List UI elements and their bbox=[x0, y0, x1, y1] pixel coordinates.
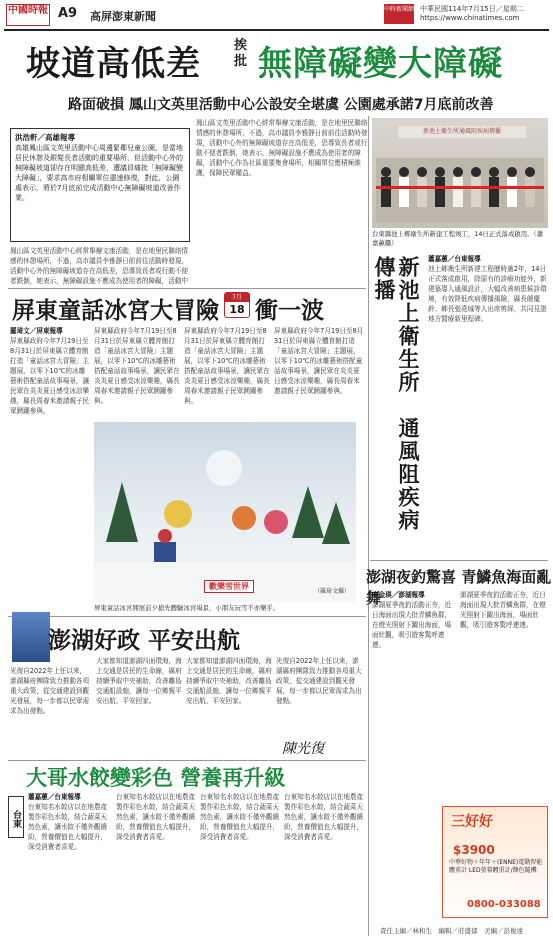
squid-text: 澎湖夏季夜釣活動正夯，近日海面出現大批青鱗魚群，在燈光照射下躍出海面，場面壯觀，吸引遊客驚呼連連。 bbox=[372, 601, 452, 649]
penghu-column-4: 光復自2022年上任以來，澎湖縣府團隊致力推動各項重大政策，從交通建設到觀光發展，每一步都以民眾需求為出發點。 bbox=[276, 657, 362, 705]
ice-text: 屏東縣政府今年7月19日至8月31日於屏東縣立體育館打造「童話冰宮大冒險」主題展，以零下10℃的冰雕藝術搭配童話故事場景，讓民眾在炎炎夏日感受冰涼樂趣，縣長周春米邀請親子民眾踴躍參與。 bbox=[10, 337, 90, 415]
calendar-icon bbox=[224, 292, 250, 318]
dumpling-column-4: 台東知名水餃店以在地農產製作彩色水餃，結合蔬菜天然色素，讓水餃不僅外觀繽紛，營養價值也大幅提升，深受消費者喜愛。 bbox=[284, 793, 364, 841]
squid-title: 澎湖夜釣驚喜 青鱗魚海面亂舞 bbox=[366, 568, 552, 607]
divider bbox=[8, 616, 366, 617]
right-byline: 蕭嘉蕙／台東報導 bbox=[428, 255, 481, 263]
calendar-month: 7月 bbox=[225, 293, 249, 302]
subheadline: 路面破損 鳳山文英里活動中心公設安全堪虞 公園處承諾7月底前改善 bbox=[68, 97, 494, 113]
ice-photo-caption: 屏東童話冰宮開展前夕搶先體驗冰宮場景，小朋友玩雪不亦樂乎。 bbox=[94, 604, 280, 612]
page-number: A9 bbox=[58, 6, 78, 21]
people-illustration bbox=[376, 158, 544, 222]
lead-text: 高雄鳳山區文英里活動中心周邊緊鄰兒童公園，是當地居民休憩及銀髮長者活動的重要場所，但活動中心外的無障礙坡道卻存在明顯高低差，遭議員痛批「無障礙變大障礙」，要求高市府相關單位盡速修復，對此，公園處表示，將於7月底前完成活動中心無障礙坡道改善作業。 bbox=[15, 144, 183, 202]
ad-price: $3900 bbox=[453, 843, 495, 857]
footer-credits: 責任主編／林和生 編輯／莊盛郁 美編／彭俊達 bbox=[380, 927, 523, 935]
ad-phone[interactable]: 0800-033088 bbox=[467, 899, 541, 910]
section-name: 高屏澎東新聞 bbox=[90, 10, 156, 23]
divider bbox=[8, 288, 366, 289]
ice-scene-illustration bbox=[94, 422, 356, 602]
right-body: 池上鄉衛生所新建工程歷時逾2年，14日正式落成啟用，除原有的診療功能外，新建築導入通風設計，大幅改善病患候診環境，有效降低疾病傳播風險，縣長饒慶鈴、鄉長張堯城等人出席剪綵，共同見證地方醫療新里程碑。 bbox=[428, 265, 547, 323]
ice-section-title-left: 屏東童話冰宮大冒險 bbox=[12, 297, 219, 324]
lead-body: 鳳山區文英里活動中心經常舉辦文康活動，是在地里民聯絡情感的休憩場所，不過，高市議員李雅靜日前前往活動時發現，活動中心外的無障礙坡道存在高低差，恐導致長者或行動不便者跌倒，她表示，無障礙設施不應成為使用者的障礙，活動中 bbox=[10, 247, 189, 285]
caption-text: 台東縣池上鄉衛生所新建工程竣工，14日正式落成啟用。 bbox=[372, 230, 534, 238]
penghu-column-1: 光復自2022年上任以來，澎湖縣府團隊致力推動各項重大政策，從交通建設到觀光發展，每一步都以民眾需求為出發點。 bbox=[10, 667, 90, 715]
ice-column-3: 屏東縣政府今年7月19日至8月31日於屏東縣立體育館打造「童話冰宮大冒險」主題展，以零下10℃的冰雕藝術搭配童話故事場景，讓民眾在炎炎夏日感受冰涼樂趣，縣長周春米邀請親子民眾踴躍參與。 bbox=[184, 327, 270, 405]
site-url[interactable]: https://www.chinatimes.com bbox=[420, 14, 520, 22]
date-text: 中華民國114年7月15日／星期二 bbox=[420, 5, 524, 13]
headline-right: 無障礙變大障礙 bbox=[258, 44, 503, 84]
photo-banner: 新池上衛生所通風阻疾病傳播 bbox=[398, 126, 526, 138]
dumpling-title: 大哥水餃變彩色 營養再升級 bbox=[26, 765, 286, 790]
ice-byline: 羅琦文／屏東報導 bbox=[10, 327, 63, 335]
penghu-column-2: 大家都知道澎湖四面環海，海上交通是居民的生命線，縣府持續爭取中央補助，改善離島交通船設施，讓每一位鄉親平安出航、平安回家。 bbox=[96, 657, 182, 705]
ice-column-4: 屏東縣政府今年7月19日至8月31日於屏東縣立體育館打造「童話冰宮大冒險」主題展，以零下10℃的冰雕藝術搭配童話故事場景，讓民眾在炎炎夏日感受冰涼樂趣，縣長周春米邀請親子民眾踴躍參與。 bbox=[274, 327, 364, 395]
ice-column-1 bbox=[10, 326, 90, 618]
squid-column-2: 澎湖夏季夜釣活動正夯，近日海面出現大批青鱗魚群，在燈光照射下躍出海面，場面壯觀，吸引遊客驚呼連連。 bbox=[460, 591, 546, 629]
ice-palace-photo bbox=[94, 422, 356, 602]
penghu-column-3: 大家都知道澎湖四面環海，海上交通是居民的生命線，縣府持續爭取中央補助，改善離島交通船設施，讓每一位鄉親平安出航、平安回家。 bbox=[186, 657, 272, 705]
lead-body-cont: 鳳山區文英里活動中心經常舉辦文康活動，是在地里民聯絡情感的休憩場所，不過，高市議員李雅靜日前前往活動時發現，活動中心外的無障礙坡道存在高低差，恐導致長者或行動不便者跌倒，她表示，無障礙設施不應成為使用者的障礙，活動中心作為社區重要集會場所，相關單位應積極維護，保障民眾權益。 bbox=[196, 119, 368, 177]
vertical-headline: 新池上衛生所 通風阻疾病傳播 bbox=[372, 256, 421, 532]
headline-middle: 挨批 bbox=[234, 38, 248, 69]
divider bbox=[8, 760, 366, 761]
dumpling-byline: 蕭嘉蕙／台東報導 bbox=[28, 793, 81, 801]
signature: 陳光復 bbox=[282, 741, 324, 757]
newspaper-logo: 中國時報 bbox=[6, 4, 50, 26]
ad-text: 中華好物＋年年＋(ENNE)電動智能體重計 LED螢幕體重計/顏色隨機 bbox=[449, 859, 543, 874]
masthead-rule bbox=[4, 29, 549, 31]
ice-section-title-right: 衝一波 bbox=[255, 297, 324, 324]
caption-credit: （蕭嘉蕙攝） bbox=[372, 230, 544, 247]
photo-top-caption bbox=[372, 230, 548, 248]
photo-label: 歡樂雪世界 bbox=[204, 580, 254, 593]
divider bbox=[370, 560, 548, 561]
dateline bbox=[420, 5, 524, 23]
dumpling-column-3: 台東知名水餃店以在地農產製作彩色水餃，結合蔬菜天然色素，讓水餃不僅外觀繽紛，營養價值也大幅提升，深受消費者喜愛。 bbox=[200, 793, 280, 841]
ad-brand: 三好好 bbox=[451, 814, 493, 830]
advertisement[interactable] bbox=[442, 806, 548, 918]
news-network-logo: 中時新聞網 bbox=[384, 4, 414, 24]
right-column-text bbox=[428, 254, 548, 554]
photo-credit: （羅琦文攝） bbox=[313, 588, 350, 595]
author-portrait bbox=[12, 612, 50, 662]
dumpling-text: 台東知名水餃店以在地農產製作彩色水餃，結合蔬菜天然色素，讓水餃不僅外觀繽紛，營養價值也大幅提升，深受消費者喜愛。 bbox=[28, 803, 108, 851]
lead-byline: 洪浩軒／高雄報導 bbox=[15, 133, 75, 142]
lead-box bbox=[10, 128, 190, 242]
headline-left: 坡道高低差 bbox=[26, 44, 201, 84]
ribbon-cutting-photo bbox=[372, 118, 548, 228]
column-divider bbox=[368, 116, 369, 936]
squid-byline: 李金瑛／澎湖報導 bbox=[372, 591, 425, 599]
ice-column-2: 屏東縣政府今年7月19日至8月31日於屏東縣立體育館打造「童話冰宮大冒險」主題展，以零下10℃的冰雕藝術搭配童話故事場景，讓民眾在炎炎夏日感受冰涼樂趣，縣長周春米邀請親子民眾踴躍參與。 bbox=[94, 327, 180, 405]
region-tag: 台東 bbox=[8, 796, 24, 838]
calendar-day: 18 bbox=[229, 303, 245, 316]
dumpling-column-1 bbox=[28, 792, 112, 928]
dumpling-column-2: 台東知名水餃店以在地農產製作彩色水餃，結合蔬菜天然色素，讓水餃不僅外觀繽紛，營養價值也大幅提升，深受消費者喜愛。 bbox=[116, 793, 196, 841]
penghu-title: 澎湖好政 平安出航 bbox=[48, 627, 241, 654]
